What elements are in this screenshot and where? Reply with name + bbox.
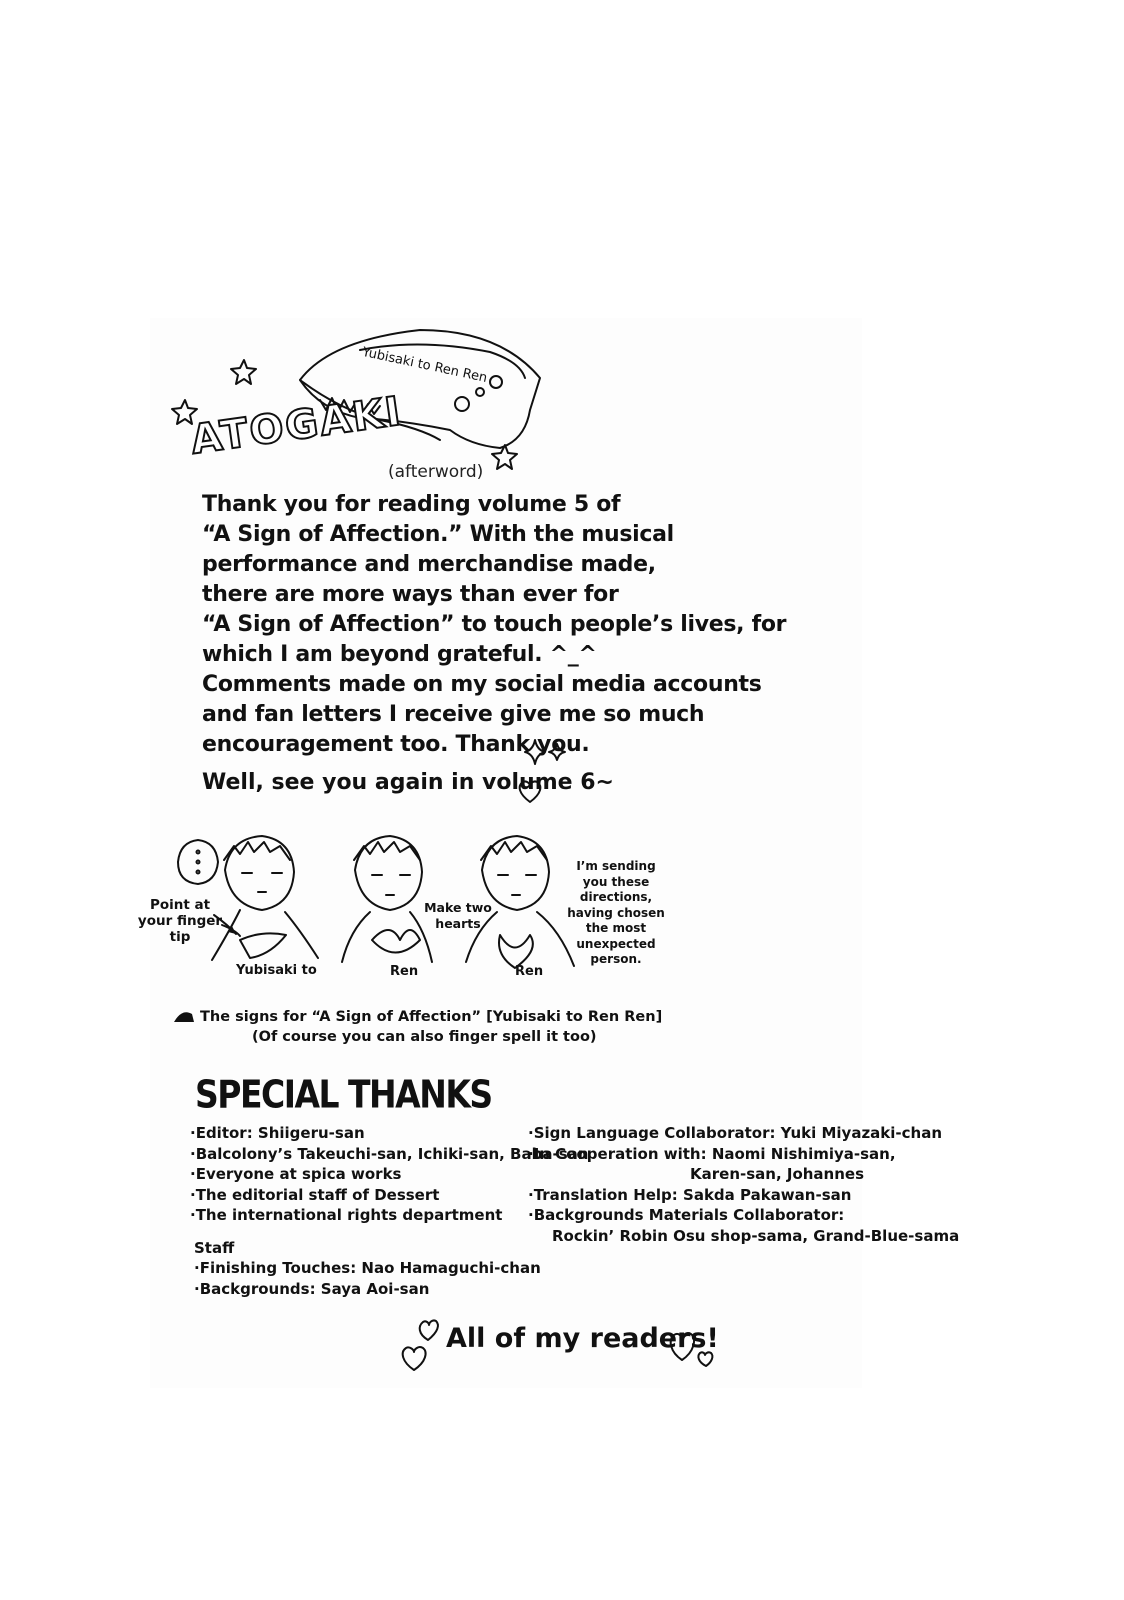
list-item: ·In Cooperation with: Naomi Nishimiya-san, [528, 1144, 896, 1163]
sign-caption [200, 1007, 662, 1047]
caption-triangle-icon [172, 1006, 196, 1026]
list-item: ·Backgrounds Materials Collaborator: [528, 1206, 845, 1224]
note-point-finger-tip: Point at your finger tip [137, 897, 223, 945]
list-item: ·Backgrounds: Saya Aoi-san [194, 1279, 430, 1298]
message-line: “A Sign of Affection” to touch people’s lives, for [202, 612, 787, 637]
message-line: Comments made on my social media accounts [202, 672, 762, 697]
message-line: performance and merchandise made, [202, 552, 656, 577]
message-line: which I am beyond grateful. ^_^ [202, 642, 597, 667]
list-item: ·Finishing Touches: Nao Hamaguchi-chan [194, 1259, 541, 1277]
caption-line-2: (Of course you can also finger spell it too) [252, 1029, 597, 1045]
list-item: ·Balcolony’s Takeuchi-san, Ichiki-san, Baba-san [190, 1144, 589, 1163]
staff-heading: Staff [194, 1239, 235, 1257]
message-line: there are more ways than ever for [202, 582, 619, 607]
snack-bag-label: Yubisaki to Ren Ren [360, 344, 489, 386]
list-item: ·Everyone at spica works [190, 1165, 402, 1183]
closing-line: Well, see you again in volume 6~ [202, 770, 614, 795]
label-ren-2: Ren [515, 964, 544, 979]
list-item: Karen-san, Johannes [690, 1165, 865, 1183]
note-sending-directions: I’m sending you these directions, having chosen the most unexpected person. [567, 859, 665, 966]
message-line: encouragement too. Thank you. [202, 732, 590, 757]
atogaki-title-art: ATOGAKI [188, 388, 406, 464]
list-item: ·Sign Language Collaborator: Yuki Miyazaki-chan [528, 1124, 943, 1142]
list-item: ·The international rights department [190, 1206, 503, 1224]
hearts-left-icon [398, 1308, 448, 1378]
label-ren-1: Ren [390, 964, 419, 979]
message-line: and fan letters I receive give me so much [202, 702, 705, 727]
list-item: ·Translation Help: Sakda Pakawan-san [528, 1185, 852, 1204]
message-line: “A Sign of Affection.” With the musical [202, 522, 674, 547]
all-readers-line: All of my readers! [446, 1323, 719, 1354]
list-item: ·Editor: Shiigeru-san [190, 1124, 365, 1142]
staff-list [194, 1258, 541, 1299]
list-item: ·The editorial staff of Dessert [190, 1185, 440, 1204]
special-thanks-title: SPECIAL THANKS [195, 1072, 492, 1117]
note-make-two-hearts: Make two hearts [424, 900, 492, 931]
message-line: Thank you for reading volume 5 of [202, 492, 621, 517]
afterword-label: (afterword) [388, 462, 484, 482]
list-item: Rockin’ Robin Osu shop-sama, Grand-Blue-sama [552, 1226, 960, 1245]
label-yubisaki-to: Yubisaki to [236, 963, 317, 978]
hearts-right-icon [664, 1322, 724, 1372]
thanks-right-list [528, 1123, 959, 1246]
caption-line-1: The signs for “A Sign of Affection” [Yubisaki to Ren Ren] [200, 1009, 663, 1025]
